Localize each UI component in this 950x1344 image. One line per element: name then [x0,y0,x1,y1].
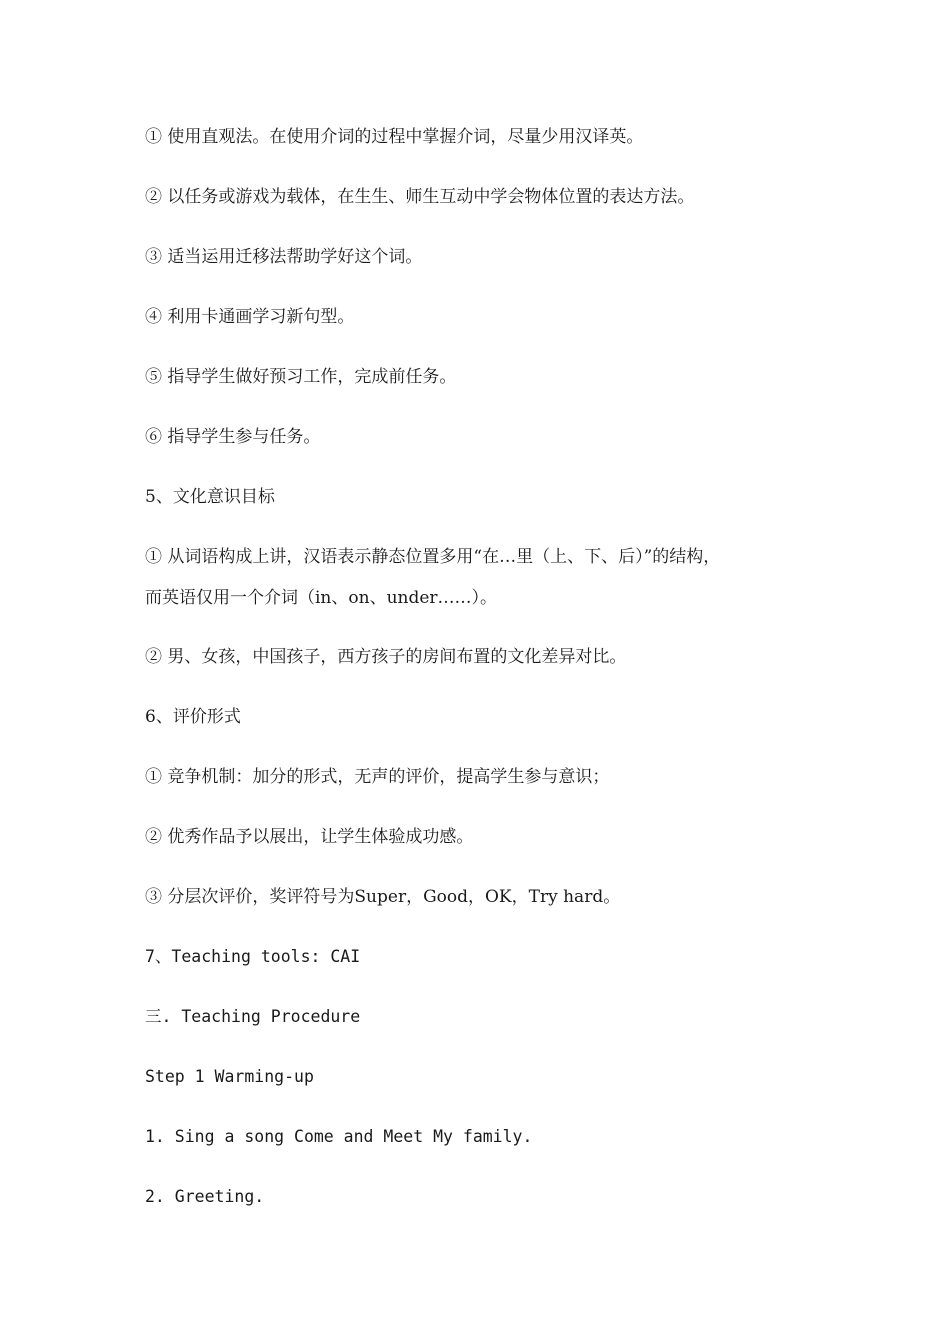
method-item-2: ② 以任务或游戏为载体，在生生、师生互动中学会物体位置的表达方法。 [145,187,695,207]
section-heading-culture: 5、文化意识目标 [145,487,275,507]
step-item-2: 2. Greeting. [145,1187,265,1206]
step-item-1: 1. Sing a song Come and Meet My family. [145,1127,533,1146]
method-item-3: ③ 适当运用迁移法帮助学好这个词。 [145,247,423,267]
section-heading-tools: 7、Teaching tools: CAI [145,947,361,966]
section-heading-procedure: 三. Teaching Procedure [145,1007,361,1026]
method-item-1: ① 使用直观法。在使用介词的过程中掌握介词，尽量少用汉译英。 [145,127,644,147]
step-heading: Step 1 Warming-up [145,1067,314,1086]
method-item-6: ⑥ 指导学生参与任务。 [145,427,321,447]
evaluation-item-2: ② 优秀作品予以展出，让学生体验成功感。 [145,827,474,847]
evaluation-item-3: ③ 分层次评价，奖评符号为Super，Good，OK，Try hard。 [145,887,621,907]
section-heading-evaluation: 6、评价形式 [145,707,241,727]
culture-item-1-continued: 而英语仅用一个介词（in、on、under……）。 [145,588,498,608]
culture-item-2: ② 男、女孩，中国孩子，西方孩子的房间布置的文化差异对比。 [145,647,627,667]
method-item-5: ⑤ 指导学生做好预习工作，完成前任务。 [145,367,457,387]
method-item-4: ④ 利用卡通画学习新句型。 [145,307,355,327]
culture-item-1: ① 从词语构成上讲，汉语表示静态位置多用“在…里（上、下、后）”的结构， [145,547,721,567]
evaluation-item-1: ① 竞争机制：加分的形式，无声的评价，提高学生参与意识； [145,767,610,787]
